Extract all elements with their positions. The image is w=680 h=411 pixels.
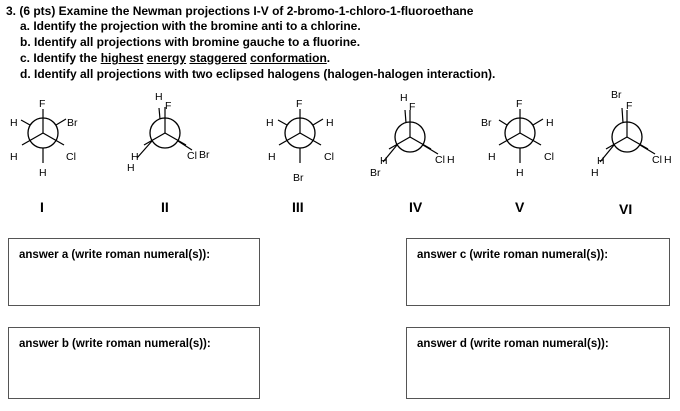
answer-a-label: answer a (write roman numeral(s)): [19,249,211,261]
back-bond [499,120,507,125]
atom-label: Cl [435,154,445,166]
atom-label: H [268,151,276,163]
projection-numeral: I [40,199,44,215]
question-title: 3. (6 pts) Examine the Newman projections I-V of 2-bromo-1-chloro-1-fluoroethane [6,4,474,18]
back-bond [278,120,287,125]
back-bond [640,145,655,154]
question-part-c-highest: highest [100,51,144,65]
back-bond [178,141,192,150]
atom-label: H [400,92,408,104]
newman-projection-4 [370,92,455,215]
atom-label: H [127,162,135,174]
answer-b-label: answer b (write roman numeral(s)): [19,338,211,350]
question-part-a: a. Identify the projection with the bromine anti to a chlorine. [20,19,361,33]
atom-label: F [39,98,46,110]
question-part-d: d. Identify all projections with two eclipsed halogens (halogen-halogen interaction). [20,67,496,81]
projection-numeral: II [161,199,169,215]
newman-projection-2 [127,91,210,215]
atom-label: H [39,167,47,179]
answer-c-label: answer c (write roman numeral(s)): [417,249,609,261]
atom-label: H [591,167,599,179]
newman-projections-figure [0,88,680,223]
back-bond [137,141,152,158]
back-bond [21,120,30,125]
back-bond [56,119,66,125]
question-part-c-conformation: conformation [250,51,327,65]
atom-label: Cl [544,151,554,163]
atom-label: H [546,117,554,129]
question-part-b: b. Identify all projections with bromine gauche to a fluorine. [20,35,361,49]
atom-label: Br [370,167,381,179]
back-bond [405,110,406,123]
newman-projection-1 [10,98,78,215]
projection-numeral: VI [619,201,633,217]
projection-numeral: V [515,199,525,215]
question-part-c-energy: energy [146,51,187,65]
atom-label: F [626,100,633,112]
back-bond [313,119,323,125]
answer-b-box[interactable] [8,327,260,399]
atom-label: H [597,155,605,167]
back-bond [622,108,623,123]
newman-projection-3 [266,98,334,215]
atom-label: H [488,151,496,163]
answer-d-box[interactable] [406,327,670,399]
atom-label: Br [611,89,622,101]
atom-label: Cl [66,151,76,163]
atom-label: H [380,155,388,167]
atom-label: Cl [652,154,662,166]
question-part-c-staggered: staggered [189,51,247,65]
answer-d-label: answer d (write roman numeral(s)): [417,338,609,350]
atom-label: H [664,154,672,166]
atom-label: F [409,101,416,113]
atom-label: H [516,167,524,179]
atom-label: H [10,117,18,129]
projection-numeral: III [292,199,304,215]
atom-label: Cl [187,150,197,162]
projection-numeral: IV [409,199,423,215]
atom-label: H [155,91,163,103]
newman-projection-5 [481,98,554,215]
atom-label: Br [481,117,492,129]
atom-label: F [296,98,303,110]
back-bond [533,119,543,125]
atom-label: Br [293,172,304,184]
answer-c-box[interactable] [406,238,670,306]
atom-label: Cl [324,151,334,163]
atom-label: F [165,100,172,112]
question-part-c-prefix: c. Identify the [20,51,101,65]
newman-projection-6 [591,89,672,217]
question-part-c [20,51,330,65]
atom-label: Br [199,149,210,161]
atom-label: H [447,154,455,166]
atom-label: H [10,151,18,163]
question-part-c-end: . [326,51,331,65]
atom-label: H [326,117,334,129]
atom-label: Br [67,117,78,129]
atom-label: F [516,98,523,110]
back-bond [159,108,160,119]
atom-label: H [131,151,139,163]
back-bond [423,145,438,154]
atom-label: H [266,117,274,129]
answer-a-box[interactable] [8,238,260,306]
